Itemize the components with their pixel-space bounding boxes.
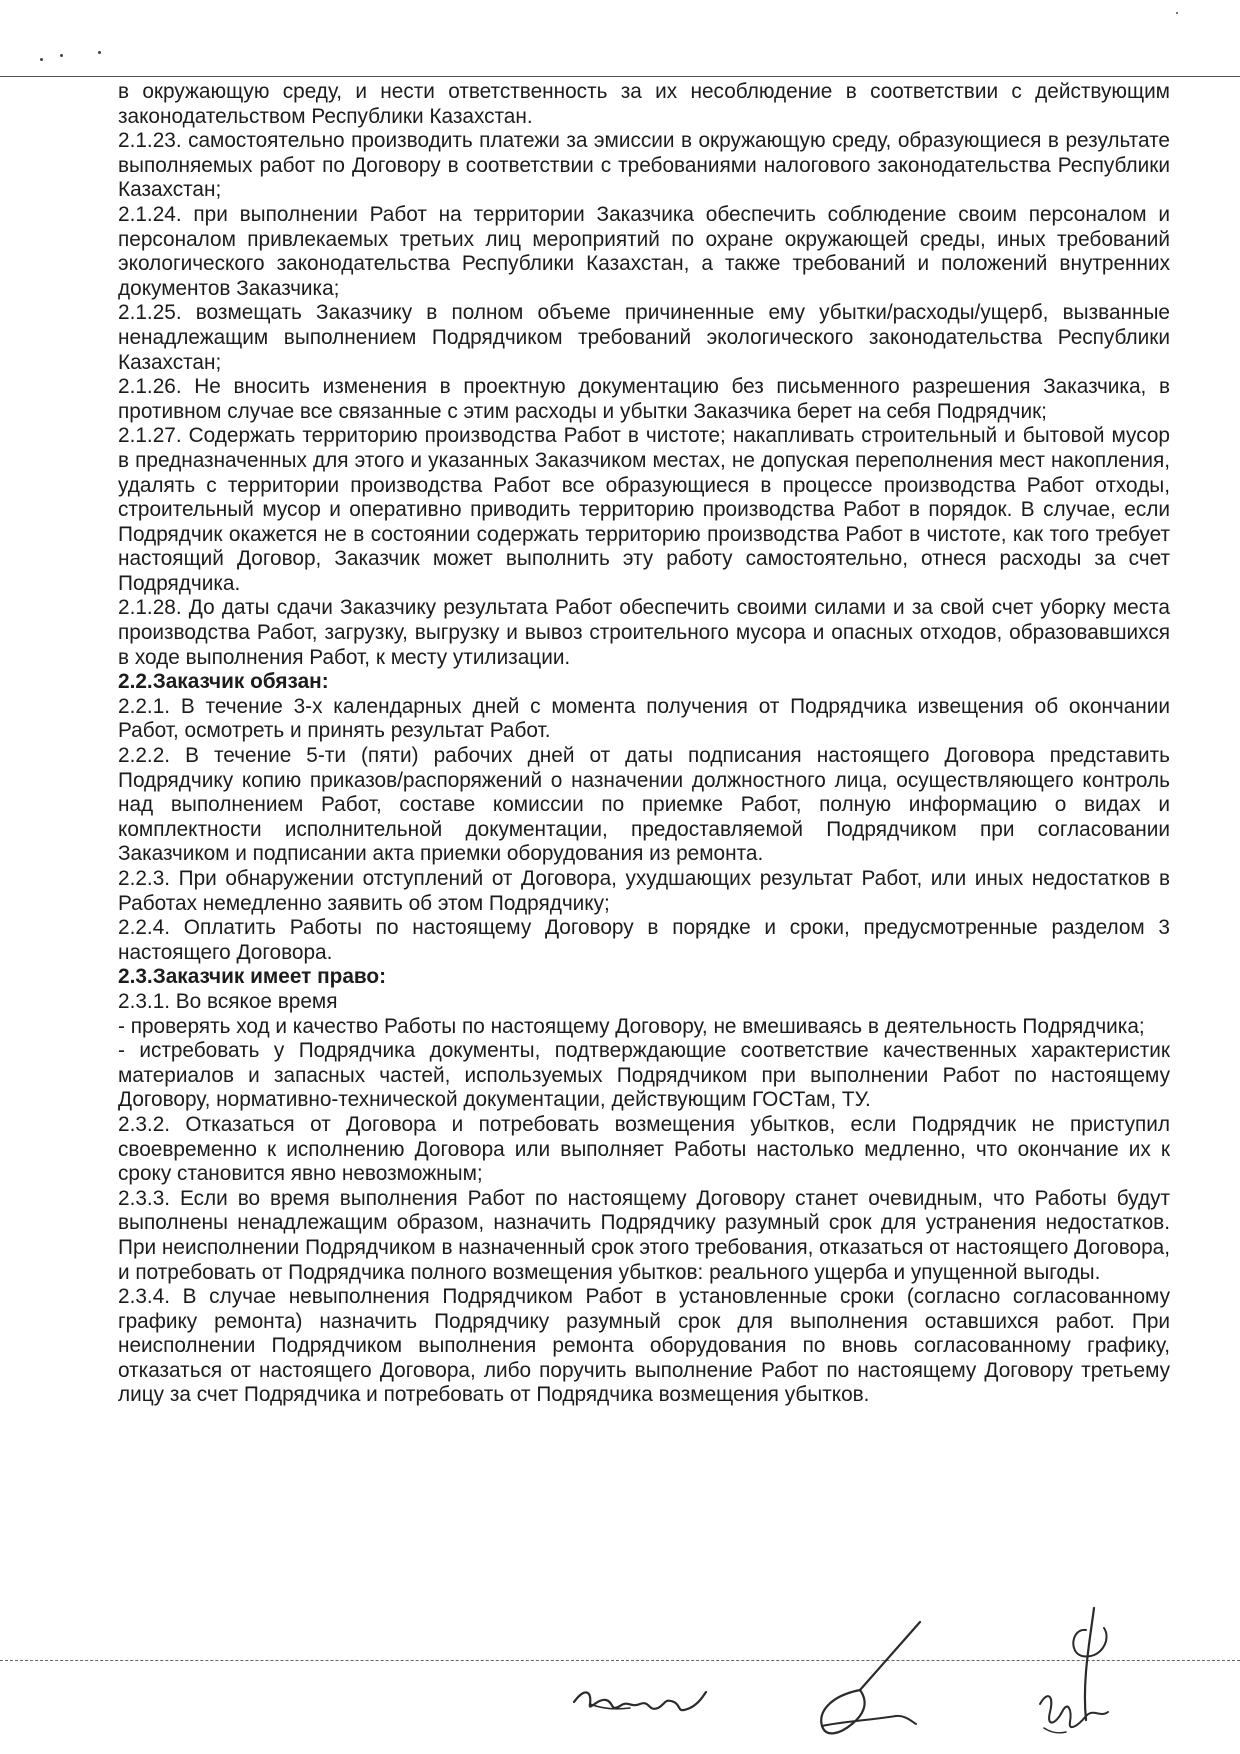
- paragraph: 2.1.27. Содержать территорию производства Работ в чистоте; накапливать строительный и бытовой мусор в предназначенных для этого и указанных Заказчиком местах, не допуская переполнения мест накопления, удалять с территории производства Работ все образующиеся в процессе производства Работ отходы, строительный мусор и оперативно приводить территорию производства Работ в порядок. В случае, если Подрядчик окажется не в состоянии содержать территорию производства Работ в чистоте, как того требует настоящий Договор, Заказчик может выполнить эту работу самостоятельно, отнеся расходы за счет Подрядчика.: [118, 424, 1170, 595]
- scan-mark: [40, 58, 43, 61]
- paragraph: 2.3.4. В случае невыполнения Подрядчиком Работ в установленные сроки (согласно согласованному графику ремонта) назначить Подрядчику разумный срок для выполнения оставшихся работ. При неисполнении Подрядчиком выполнения ремонта оборудования по вновь согласованному графику, отказаться от настоящего Договора, либо поручить выполнение Работ по настоящему Договору третьему лицу за счет Подрядчика и потребовать от Подрядчика возмещения убытков.: [118, 1285, 1170, 1407]
- paragraph: в окружающую среду, и нести ответственность за их несоблюдение в соответствии с действующим законодательством Республики Казахстан.: [118, 80, 1170, 128]
- paragraph: 2.3.2. Отказаться от Договора и потребовать возмещения убытков, если Подрядчик не приступил своевременно к исполнению Договора или выполняет Работы настолько медленно, что окончание их к сроку становится явно невозможным;: [118, 1112, 1170, 1186]
- scan-mark: [1176, 12, 1178, 14]
- paragraph: 2.3.3. Если во время выполнения Работ по настоящему Договору станет очевидным, что Работы будут выполнены ненадлежащим образом, назначить Подрядчику разумный срок для устранения недостатков. При неисполнении Подрядчиком в назначенный срок этого требования, отказаться от настоящего Договора, и потребовать от Подрядчика полного возмещения убытков: реального ущерба и упущенной выгоды.: [118, 1186, 1170, 1284]
- paragraph: 2.1.28. До даты сдачи Заказчику результата Работ обеспечить своими силами и за свой счет уборку места производства Работ, загрузку, выгрузку и вывоз строительного мусора и опасных отходов, образовавшихся в ходе выполнения Работ, к месту утилизации.: [118, 596, 1170, 669]
- signature-middle: [800, 1616, 940, 1746]
- scan-mark: [60, 54, 63, 57]
- paragraph: 2.1.25. возмещать Заказчику в полном объеме причиненные ему убытки/расходы/ущерб, вызванные ненадлежащим выполнением Подрядчиком требований экологического законодательства Республики Казахстан;: [118, 301, 1170, 374]
- paragraph: 2.2.1. В течение 3-х календарных дней с момента получения от Подрядчика извещения об окончании Работ, осмотреть и принять результат Работ.: [118, 694, 1170, 743]
- paragraph: 2.2.4. Оплатить Работы по настоящему Договору в порядке и сроки, предусмотренные разделом 3 настоящего Договора.: [118, 916, 1170, 964]
- section-heading: 2.2.Заказчик обязан:: [118, 670, 329, 694]
- paragraph: - проверять ход и качество Работы по настоящему Договору, не вмешиваясь в деятельность Подрядчика;: [118, 1014, 1145, 1038]
- paragraph: 2.2.3. При обнаружении отступлений от Договора, ухудшающих результат Работ, или иных недостатков в Работах немедленно заявить об этом Подрядчику;: [118, 867, 1170, 915]
- section-heading: 2.3.Заказчик имеет право:: [118, 965, 387, 989]
- document-body: [118, 80, 1170, 1408]
- paragraph: 2.1.23. самостоятельно производить платежи за эмиссии в окружающую среду, образующиеся в результате выполняемых работ по Договору в соответствии с требованиями налогового законодательства Республики Казахстан;: [118, 129, 1170, 202]
- scan-mark: [98, 51, 101, 54]
- paragraph: 2.1.24. при выполнении Работ на территории Заказчика обеспечить соблюдение своим персоналом и персоналом привлекаемых третьих лиц мероприятий по охране окружающей среды, иных требований экологического законодательства Республики Казахстан, а также требований и положений внутренних документов Заказчика;: [118, 202, 1170, 300]
- header-rule: [0, 76, 1240, 77]
- paragraph: 2.3.1. Во всякое время: [118, 989, 338, 1013]
- paragraph: - истребовать у Подрядчика документы, подтверждающие соответствие качественных характеристик материалов и запасных частей, используемых Подрядчиком при выполнении Работ по настоящему Договору, нормативно-технической документации, действующим ГОСТам, ТУ.: [118, 1039, 1170, 1112]
- paragraph: 2.2.2. В течение 5-ти (пяти) рабочих дней от даты подписания настоящего Договора представить Подрядчику копию приказов/распоряжений о назначении должностного лица, осуществляющего контроль над выполнением Работ, составе комиссии по приемке Работ, полную информацию о видах и комплектности исполнительной документации, предоставляемой Подрядчиком при согласовании Заказчиком и подписании акта приемки оборудования из ремонта.: [118, 744, 1170, 866]
- paragraph: 2.1.26. Не вносить изменения в проектную документацию без письменного разрешения Заказчика, в противном случае все связанные с этим расходы и убытки Заказчика берет на себя Подрядчик;: [118, 375, 1170, 423]
- signature-left: [570, 1668, 710, 1728]
- signature-right: [1020, 1600, 1130, 1750]
